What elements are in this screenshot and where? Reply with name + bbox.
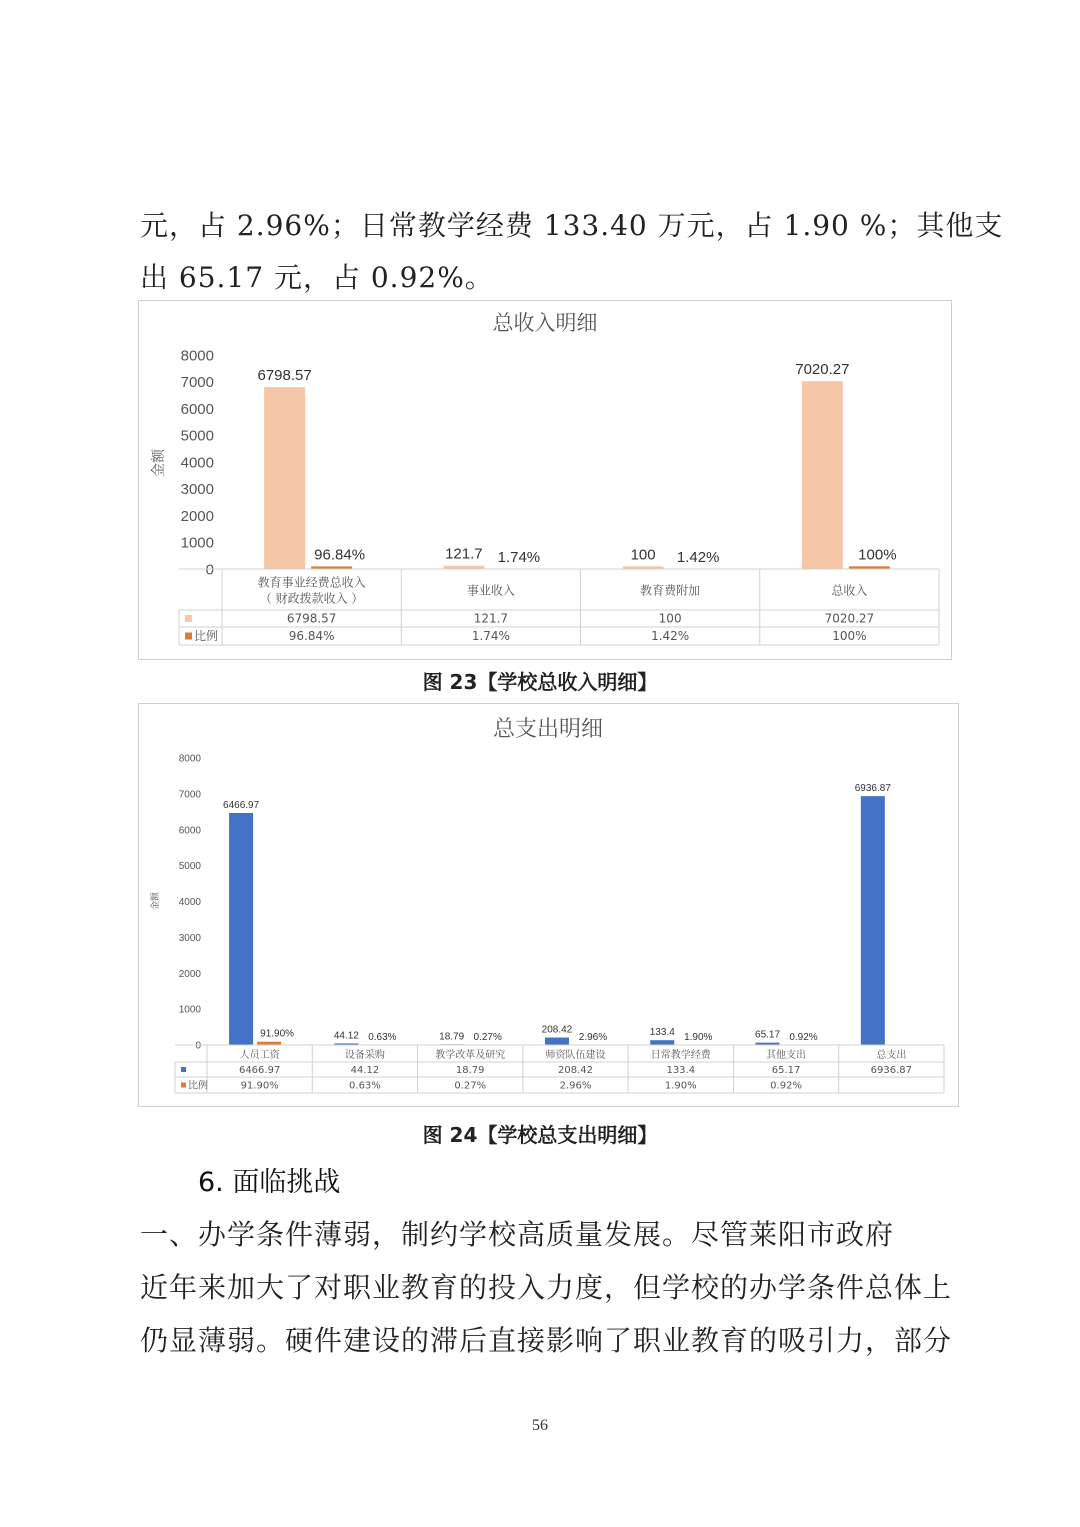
table-cell-amount: 208.42 xyxy=(558,1065,593,1076)
y-tick-label: 4000 xyxy=(178,897,201,908)
body-line-3: 仍显薄弱。硬件建设的滞后直接影响了职业教育的吸引力，部分 xyxy=(140,1324,953,1357)
legend-label-ratio: 比例 xyxy=(188,1080,208,1092)
table-cell-amount: 65.17 xyxy=(771,1065,801,1076)
y-tick-label: 3000 xyxy=(178,932,201,944)
table-cell-ratio: 0.63% xyxy=(349,1080,381,1092)
y-tick-label: 6000 xyxy=(178,825,201,837)
legend-key-amount xyxy=(181,1067,186,1072)
legend-key-ratio xyxy=(185,633,192,640)
table-cell-amount: 6936.87 xyxy=(870,1065,913,1076)
expense-chart xyxy=(138,703,959,1107)
data-label-amount: 65.17 xyxy=(755,1029,781,1041)
data-label-ratio: 100% xyxy=(858,546,897,564)
table-cell-amount: 7020.27 xyxy=(824,611,875,626)
data-label-amount: 44.12 xyxy=(333,1030,359,1042)
data-label-amount: 6798.57 xyxy=(257,367,312,385)
y-tick-label: 7000 xyxy=(180,374,214,391)
data-label-amount: 208.42 xyxy=(541,1024,573,1036)
data-label-ratio: 2.96% xyxy=(578,1031,608,1043)
y-tick-label: 5000 xyxy=(180,427,214,445)
category-label: 总支出 xyxy=(876,1050,907,1061)
table-cell-amount: 121.7 xyxy=(473,611,509,626)
bar-amount xyxy=(229,813,253,1045)
expense-chart-svg xyxy=(139,704,958,1106)
table-cell-ratio: 2.96% xyxy=(559,1080,592,1092)
legend-key-ratio xyxy=(181,1083,186,1088)
table-cell-ratio: 0.92% xyxy=(770,1080,802,1092)
y-tick-label: 8000 xyxy=(180,347,214,365)
legend-label-ratio: 比例 xyxy=(194,629,219,644)
table-cell-ratio: 0.27% xyxy=(454,1080,487,1092)
data-label-ratio: 91.90% xyxy=(260,1028,295,1040)
category-label: 设备采购 xyxy=(344,1050,385,1061)
y-tick-label: 0 xyxy=(205,561,214,579)
category-label: 教育事业经费总收入 xyxy=(257,575,366,590)
table-cell-ratio: 100% xyxy=(832,629,867,644)
data-label-amount: 18.79 xyxy=(439,1031,465,1043)
data-label-ratio: 96.84% xyxy=(314,546,366,564)
data-label-amount: 100 xyxy=(630,546,656,564)
category-label: （ 财政拨款收入 ） xyxy=(259,591,364,606)
page-number: 56 xyxy=(532,1417,548,1434)
bar-amount xyxy=(545,1038,569,1045)
y-tick-label: 0 xyxy=(195,1040,201,1052)
data-label-ratio: 0.63% xyxy=(368,1031,397,1043)
y-tick-label: 1000 xyxy=(180,534,214,552)
data-label-ratio: 0.92% xyxy=(789,1031,818,1043)
y-tick-label: 1000 xyxy=(178,1004,201,1016)
table-cell-amount: 6798.57 xyxy=(286,611,337,626)
y-tick-label: 5000 xyxy=(178,861,201,873)
y-tick-label: 7000 xyxy=(178,789,201,801)
figure-23-caption: 图 23【学校总收入明细】 xyxy=(422,670,658,694)
intro-line-1: 元，占 2.96%；日常教学经费 133.40 万元，占 1.90 %；其他支 xyxy=(140,209,1004,242)
chart-title: 总支出明细 xyxy=(492,717,604,742)
data-label-ratio: 1.90% xyxy=(684,1031,713,1043)
data-label-amount: 7020.27 xyxy=(795,361,850,379)
y-tick-label: 8000 xyxy=(178,753,201,765)
y-tick-label: 2000 xyxy=(180,507,214,525)
income-chart-svg xyxy=(139,301,951,659)
intro-line-2: 出 65.17 元，占 0.92%。 xyxy=(140,261,494,294)
table-cell-amount: 18.79 xyxy=(455,1065,485,1076)
figure-24-caption: 图 24【学校总支出明细】 xyxy=(422,1123,658,1147)
category-label: 人员工资 xyxy=(239,1050,280,1061)
table-cell-amount: 133.4 xyxy=(666,1065,696,1076)
category-label: 其他支出 xyxy=(766,1050,807,1061)
category-label: 师资队伍建设 xyxy=(545,1050,606,1061)
bar-amount xyxy=(264,387,305,569)
legend-key-amount xyxy=(185,615,192,622)
category-label: 事业收入 xyxy=(466,583,515,598)
table-cell-ratio: 1.42% xyxy=(651,629,690,644)
data-label-amount: 6936.87 xyxy=(854,783,891,795)
data-label-amount: 121.7 xyxy=(445,545,483,563)
y-tick-label: 3000 xyxy=(180,481,214,498)
bar-amount xyxy=(861,796,885,1045)
table-cell-ratio: 1.74% xyxy=(471,629,510,644)
category-label: 日常教学经费 xyxy=(650,1050,711,1061)
bar-amount xyxy=(650,1040,674,1045)
data-label-amount: 6466.97 xyxy=(223,799,260,811)
data-label-ratio: 0.27% xyxy=(473,1031,502,1043)
table-cell-ratio: 96.84% xyxy=(288,629,335,644)
body-line-2: 近年来加大了对职业教育的投入力度，但学校的办学条件总体上 xyxy=(140,1271,953,1304)
category-label: 教学改革及研究 xyxy=(435,1050,506,1061)
table-cell-amount: 100 xyxy=(658,611,682,626)
chart-title: 总收入明细 xyxy=(492,311,598,335)
category-label: 教育费附加 xyxy=(640,583,701,598)
y-tick-label: 2000 xyxy=(178,968,201,980)
bar-amount xyxy=(802,381,843,569)
category-label: 总收入 xyxy=(831,583,868,598)
table-cell-ratio: 91.90% xyxy=(240,1080,279,1092)
section-heading: 6. 面临挑战 xyxy=(198,1167,341,1198)
table-cell-amount: 6466.97 xyxy=(238,1065,281,1076)
table-cell-ratio: 1.90% xyxy=(664,1080,697,1092)
y-tick-label: 6000 xyxy=(180,400,214,418)
income-chart xyxy=(138,300,952,660)
y-axis-label: 金额 xyxy=(150,449,166,477)
data-label-ratio: 1.74% xyxy=(497,548,541,566)
y-axis-label: 金额 xyxy=(150,891,160,911)
table-cell-amount: 44.12 xyxy=(350,1065,380,1076)
data-label-ratio: 1.42% xyxy=(676,548,720,566)
body-line-1: 一、办学条件薄弱，制约学校高质量发展。尽管莱阳市政府 xyxy=(140,1218,895,1251)
y-tick-label: 4000 xyxy=(180,454,214,472)
data-label-amount: 133.4 xyxy=(649,1027,675,1039)
